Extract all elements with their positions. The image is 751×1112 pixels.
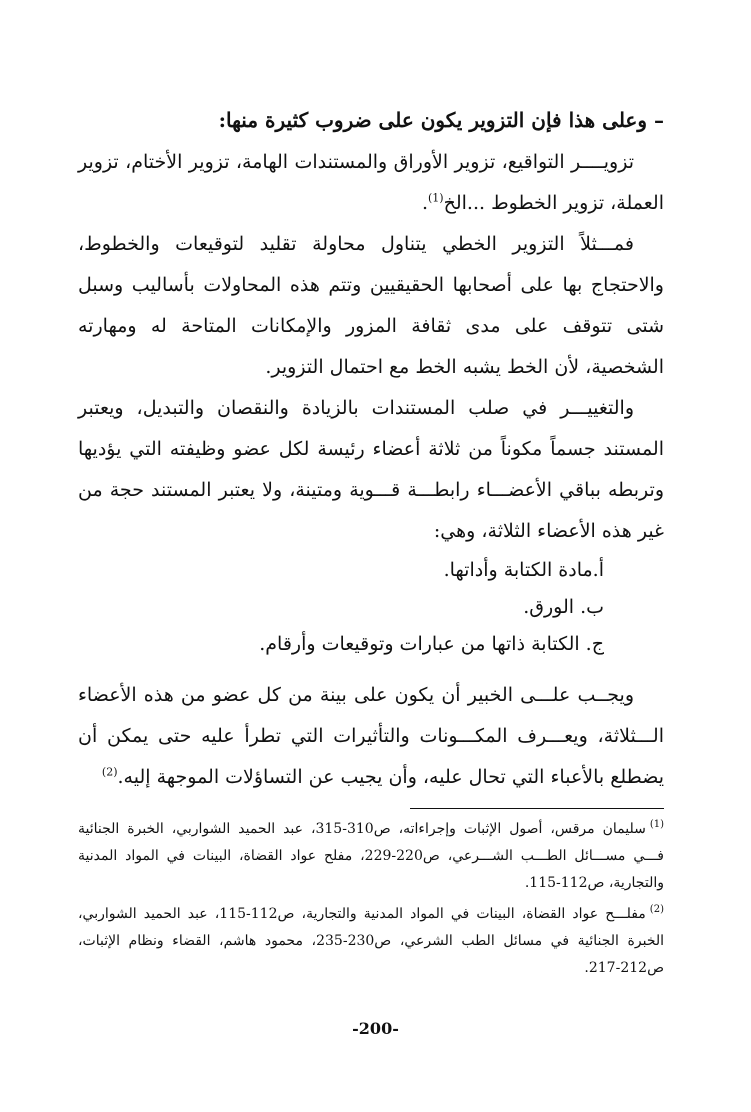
footnotes xyxy=(78,816,664,986)
footnote-mark: (1) xyxy=(649,819,665,831)
paragraph-handwriting-forgery: فمـــثلاً التزوير الخطي يتناول محاولة تقليد لتوقيعات والخطوط، والاحتجاج بها على أصحابها الحقيقيين وتتم هذه المحاولات بأساليب وسبل شتى تتوقف على مدى ثقافة المزور والإمكانات المتاحة له ومهارته الشخصية، لأن الخط يشبه الخط مع احتمال التزوير. xyxy=(78,233,664,378)
paragraph-tail: . xyxy=(421,192,428,214)
list-item: أ.مادة الكتابة وأداتها. xyxy=(443,559,604,581)
footnote-text: مفلـــح عواد القضاة، البينات في المواد المدنية والتجارية، ص112-115، عبد الحميد الشواربي، الخبرة الجنائية في مسائل الطب الشرعي، ص230-235، محمود هاشم، القضاء ونظام الإثبات، ص212-217. xyxy=(78,906,665,976)
paragraph-expert-duty xyxy=(78,675,664,798)
footnote-2 xyxy=(78,901,664,982)
list-item: ب. الورق. xyxy=(523,596,604,618)
paragraph-text: ويجــب علـــى الخبير أن يكون على بينة من كل عضو من هذه الأعضاء الـــثلاثة، ويعـــرف المكـــونات والتأثيرات التي تطرأ عليه حتى يمكن أن يضطلع بالأعباء التي تحال عليه، وأن يجيب عن التساؤلات الموجهة إليه. xyxy=(78,684,664,788)
list-item: ج. الكتابة ذاتها من عبارات وتوقيعات وأرقام. xyxy=(259,633,604,655)
footnote-divider xyxy=(410,808,664,809)
footnote-text: سليمان مرقس، أصول الإثبات وإجراءاته، ص310-315، عبد الحميد الشواربي، الخبرة الجنائية فـــي مســـائل الطـــب الشـــرعي، ص220-229، مفلح عواد القضاة، البينات في المواد المدنية والتجارية، ص112-115. xyxy=(78,821,664,891)
body-text xyxy=(78,98,664,798)
footnote-1 xyxy=(78,816,664,897)
paragraph-text: تزويــــر التواقيع، تزوير الأوراق والمستندات الهامة، تزوير الأختام، تزوير العملة، تزوير الخطوط ...الخ xyxy=(78,151,664,214)
document-elements-list xyxy=(78,552,664,663)
footnote-ref-2[interactable]: (2) xyxy=(101,765,118,779)
footnote-mark: (2) xyxy=(649,904,664,916)
paragraph-document-alteration: والتغييـــر في صلب المستندات بالزيادة والنقصان والتبديل، ويعتبر المستند جسماً مكوناً من ثلاثة أعضاء رئيسة لكل عضو وظيفته التي يؤديها وتربطه بباقي الأعضـــاء رابطـــة قـــوية ومتينة، ولا يعتبر المستند حجة من غير هذه الأعضاء الثلاثة، وهي: xyxy=(78,397,664,542)
paragraph-forgery-types xyxy=(78,142,664,224)
page-number: -200- xyxy=(352,1019,399,1038)
footnote-ref-1[interactable]: (1) xyxy=(427,191,444,205)
section-heading: – وعلى هذا فإن التزوير يكون على ضروب كثيرة منها: xyxy=(218,108,664,132)
